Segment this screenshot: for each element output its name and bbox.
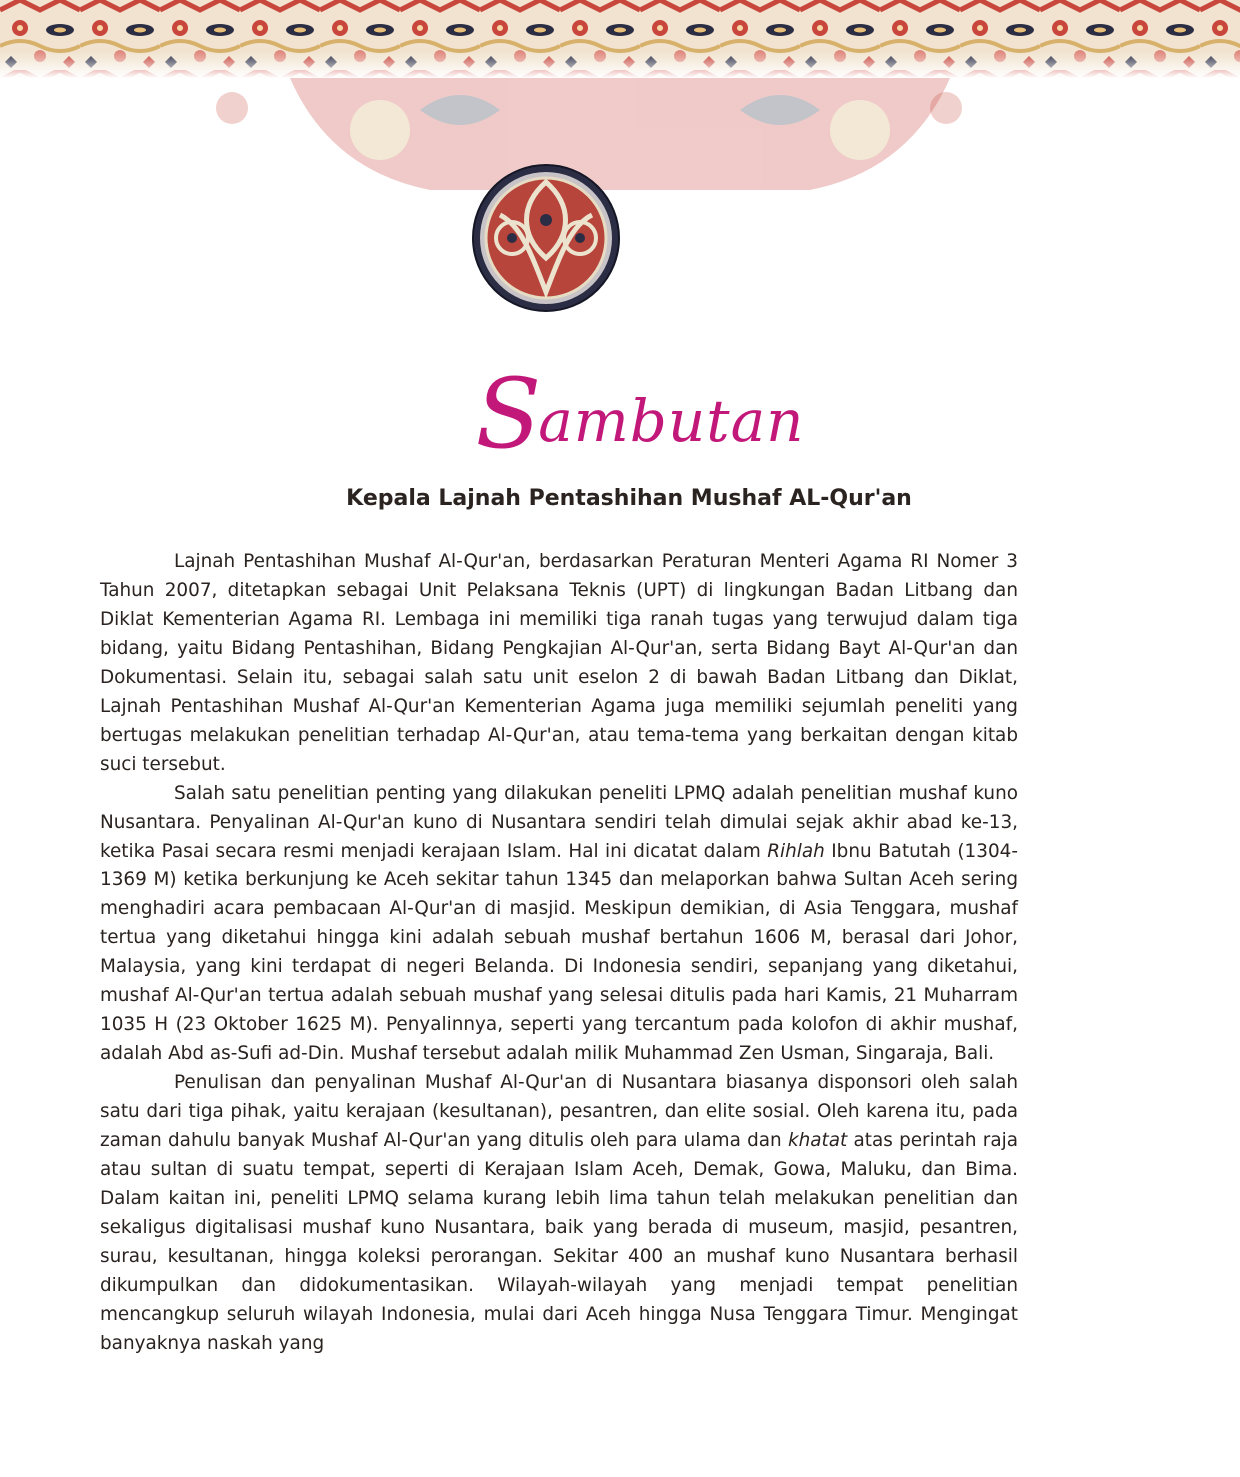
title-initial: S xyxy=(475,358,543,470)
paragraph-1: Lajnah Pentashihan Mushaf Al-Qur'an, berdasarkan Peraturan Menteri Agama RI Nomer 3 Tahun 2007, ditetapkan sebagai Unit Pelaksana Teknis (UPT) di lingkungan Badan Litbang dan Diklat Kementerian Agama RI. Lembaga ini memiliki tiga ranah tugas yang terwujud dalam tiga bidang, yaitu Bidang Pentashihan, Bidang Pengkajian Al-Qur'an, serta Bidang Bayt Al-Qur'an dan Dokumentasi. Selain itu, sebagai salah satu unit eselon 2 di bawah Badan Litbang dan Diklat, Lajnah Pentashihan Mushaf Al-Qur'an Kementerian Agama juga memiliki sejumlah peneliti yang bertugas melakukan penelitian terhadap Al-Qur'an, atau tema-tema yang berkaitan dengan kitab suci tersebut. xyxy=(100,551,1018,775)
paragraph-3: Penulisan dan penyalinan Mushaf Al-Qur'an di Nusantara biasanya disponsori oleh salah satu dari tiga pihak, yaitu kerajaan (kesultanan), pesantren, dan elite sosial. Oleh karena itu, pada zaman dahulu banyak Mushaf Al-Qur'an yang ditulis oleh para ulama dan khatat atas perintah raja atau sultan di suatu tempat, seperti di Kerajaan Islam Aceh, Demak, Gowa, Maluku, dan Bima. Dalam kaitan ini, peneliti LPMQ selama kurang lebih lima tahun telah melakukan penelitian dan sekaligus digitalisasi mushaf kuno Nusantara, baik yang berada di museum, masjid, pesantren, surau, kesultanan, hingga koleksi perorangan. Sekitar 400 an mushaf kuno Nusantara berhasil dikumpulkan dan didokumentasikan. Wilayah-wilayah yang menjadi tempat penelitian mencangkup seluruh wilayah Indonesia, mulai dari Aceh hingga Nusa Tenggara Timur. Mengingat banyaknya naskah yang xyxy=(100,1072,1018,1354)
body-text xyxy=(100,548,1018,1359)
illuminated-border-ornament xyxy=(0,0,1240,320)
paragraph-2: Salah satu penelitian penting yang dilakukan peneliti LPMQ adalah penelitian mushaf kuno Nusantara. Penyalinan Al-Qur'an kuno di Nusantara sendiri telah dimulai sejak akhir abad ke-13, ketika Pasai secara resmi menjadi kerajaan Islam. Hal ini dicatat dalam Rihlah Ibnu Batutah (1304-1369 M) ketika berkunjung ke Aceh sekitar tahun 1345 dan melaporkan bahwa Sultan Aceh sering menghadiri acara pembacaan Al-Qur'an di masjid. Meskipun demikian, di Asia Tenggara, mushaf tertua yang diketahui hingga kini adalah sebuah mushaf bertahun 1606 M, berasal dari Johor, Malaysia, yang kini terdapat di negeri Belanda. Di Indonesia sendiri, sepanjang yang diketahui, mushaf Al-Qur'an tertua adalah sebuah mushaf yang selesai ditulis pada hari Kamis, 21 Muharram 1035 H (23 Oktober 1625 M). Penyalinnya, seperti yang tercantum pada kolofon di akhir mushaf, adalah Abd as-Sufi ad-Din. Mushaf tersebut adalah milik Muhammad Zen Usman, Singaraja, Bali. xyxy=(100,782,1018,1065)
title-rest: ambutan xyxy=(538,387,805,455)
medallion-ornament-icon xyxy=(473,165,619,311)
page-subtitle: Kepala Lajnah Pentashihan Mushaf AL-Qur'an xyxy=(346,486,912,511)
page-title-script xyxy=(0,358,1240,470)
